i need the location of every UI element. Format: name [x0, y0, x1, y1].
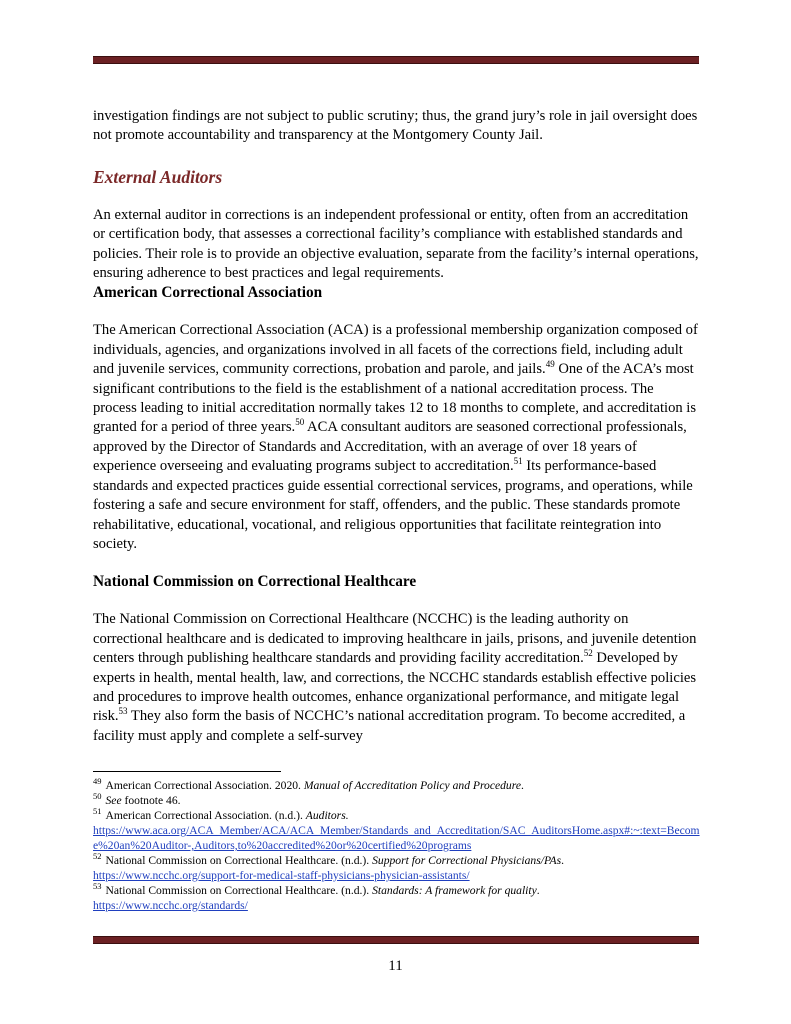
footnote-50: [93, 793, 703, 808]
ncchc-text-3: They also form the basis of NCCHC’s national accreditation program. To become accredited, a facility must apply and complete a self-survey: [93, 708, 686, 744]
page-body: [93, 107, 699, 746]
header-rule: [93, 56, 699, 64]
footnote-53: [93, 883, 703, 913]
section-heading-external-auditors: External Auditors: [93, 166, 223, 187]
external-auditors-paragraph: An external auditor in corrections is an independent professional or entity, often from an accreditation or certification body, that assesses a correctional facility’s compliance with established standards and policies. Their role is to provide an objective evaluation, separate from the facility’s internal operations, ensuring adherence to best practices and legal requirements.: [93, 206, 699, 282]
aca-paragraph: [93, 321, 699, 554]
footnote-source: See: [105, 794, 122, 807]
footnote-link-52[interactable]: https://www.ncchc.org/support-for-medical-staff-physicians-physician-assistants/: [93, 869, 470, 882]
intro-paragraph: investigation findings are not subject to public scrutiny; thus, the grand jury’s role in jail oversight does not promote accountability and transparency at the Montgomery County Jail.: [93, 108, 698, 144]
footnote-source: Manual of Accreditation Policy and Procedure: [303, 779, 521, 792]
footnote-ref-53[interactable]: 53: [118, 706, 128, 717]
footnote-52: [93, 853, 703, 883]
aca-text-3: ACA consultant auditors are seasoned correctional professionals, approved by the Director of Standards and Accreditation, with an average of over 18 years of experience overseeing and evaluating programs subject to accreditation.: [93, 419, 687, 475]
footnote-link-53[interactable]: https://www.ncchc.org/standards/: [93, 899, 248, 912]
footnote-51: [93, 808, 703, 853]
footnote-after: .: [520, 779, 524, 792]
footnote-ref-49[interactable]: 49: [545, 359, 555, 370]
footnotes: [93, 778, 703, 913]
footnote-text: American Correctional Association. (n.d.).: [105, 809, 306, 822]
aca-text-4: Its performance-based standards and expected practices guide essential correctional services, programs, and operations, while fostering a safe and secure environment for staff, offenders, and the public. These standards promote rehabilitative, educational, vocational, and religious opportunities that facilitate reintegration into society.: [93, 458, 693, 552]
ncchc-paragraph: [93, 610, 699, 746]
footnote-after: footnote 46.: [121, 794, 181, 807]
ncchc-text-1: The National Commission on Correctional Healthcare (NCCHC) is the leading authority on correctional healthcare and is dedicated to improving healthcare in jails, prisons, and juvenile detention centers through publishing healthcare standards and providing facility accreditation.: [93, 611, 697, 667]
footnote-ref-50[interactable]: 50: [295, 417, 305, 428]
subheading-ncchc: National Commission on Correctional Healthcare: [93, 573, 417, 591]
subheading-aca: American Correctional Association: [93, 284, 323, 302]
footnote-after: .: [561, 854, 565, 867]
footnote-ref-51[interactable]: 51: [513, 456, 523, 467]
footnote-after: .: [536, 884, 540, 897]
footnote-text: National Commission on Correctional Healthcare. (n.d.).: [105, 884, 373, 897]
footer-rule: [93, 936, 699, 944]
footnote-number: 53: [93, 881, 102, 892]
footnote-link-51[interactable]: https://www.aca.org/ACA_Member/ACA/ACA_Member/Standards_and_Accreditation/SAC_AuditorsHome.aspx#:~:text=Become%20an%20Auditor-,Auditors,to%20accredited%20or%20certified%20programs: [93, 824, 700, 852]
footnote-number: 50: [93, 791, 102, 802]
footnote-text: National Commission on Correctional Healthcare. (n.d.).: [105, 854, 373, 867]
footnote-49: [93, 778, 703, 793]
aca-text-1: The American Correctional Association (ACA) is a professional membership organization composed of individuals, agencies, and organizations involved in all facets of the corrections field, including adult and juvenile services, community corrections, probation and parole, and jails.: [93, 322, 698, 378]
footnote-number: 51: [93, 806, 102, 817]
page-number: 11: [388, 958, 403, 974]
ncchc-text-2: Developed by experts in health, mental health, law, and corrections, the NCCHC standards establish effective policies and procedures to improve health outcomes, enhance organizational performance, and mitigate legal risk.: [93, 650, 697, 725]
footnote-number: 49: [93, 776, 102, 787]
footnote-source: Support for Correctional Physicians/PAs: [372, 854, 562, 867]
footnote-separator: [93, 771, 281, 772]
footnote-ref-52[interactable]: 52: [583, 648, 593, 659]
footnote-text: American Correctional Association. 2020.: [105, 779, 304, 792]
aca-text-2: One of the ACA’s most significant contributions to the field is the establishment of a national accreditation process. The process leading to initial accreditation normally takes 12 to 18 months to complete, and accreditation is granted for a period of three years.: [93, 361, 697, 436]
footnote-source: Standards: A framework for quality: [372, 884, 537, 897]
footnote-number: 52: [93, 851, 102, 862]
footnote-source: Auditors.: [305, 809, 349, 822]
